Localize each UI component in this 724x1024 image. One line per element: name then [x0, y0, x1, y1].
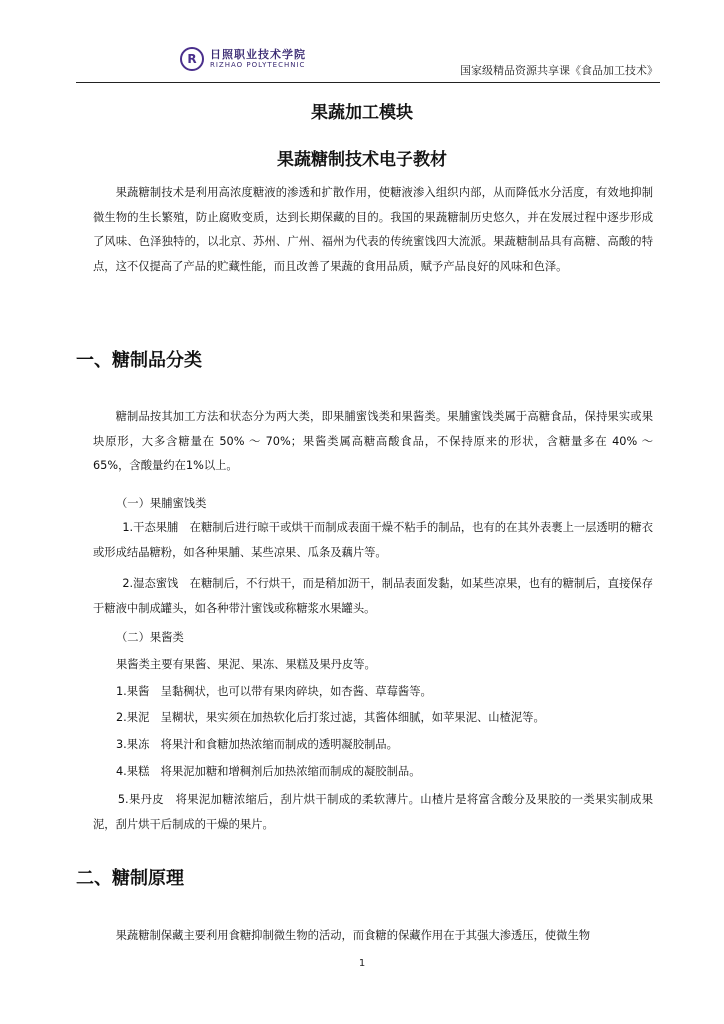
- jam-intro: 果酱类主要有果酱、果泥、果冻、果糕及果丹皮等。: [116, 658, 376, 671]
- section-heading-classification: 一、糖制品分类: [76, 350, 202, 371]
- document-title: 果蔬加工模块: [311, 103, 413, 123]
- school-logo: [180, 44, 306, 74]
- section-heading-principle: 二、糖制原理: [76, 868, 184, 889]
- jam-item-5: 5.果丹皮 将果泥加糖浓缩后，刮片烘干制成的柔软薄片。山楂片是将富含酸分及果胶的一类果实制成果泥，刮片烘干后制成的干燥的果片。: [93, 793, 653, 831]
- principle-paragraph: 果蔬糖制保藏主要利用食糖抑制微生物的活动，而食糖的保藏作用在于其强大渗透压，使微生物: [115, 929, 591, 942]
- item-dry-preserved-fruit: 1.干态果脯 在糖制后进行晾干或烘干而制成表面干燥不粘手的制品，也有的在其外表裹上一层透明的糖衣或形成结晶糖粉，如各种果脯、某些凉果、瓜条及藕片等。: [93, 521, 653, 559]
- jam-item-1: 1.果酱 呈黏稠状，也可以带有果肉碎块，如杏酱、草莓酱等。: [116, 685, 432, 698]
- logo-text: [210, 48, 306, 70]
- subheading-jam: （二）果酱类: [116, 631, 184, 644]
- item-wet-candied-fruit: 2.湿态蜜饯 在糖制后，不行烘干，而是稍加沥干，制品表面发黏，如某些凉果，也有的糖制后，直接保存于糖液中制成罐头，如各种带汁蜜饯或称糖浆水果罐头。: [93, 577, 653, 615]
- intro-paragraph: 果蔬糖制技术是利用高浓度糖液的渗透和扩散作用，使糖液渗入组织内部，从而降低水分活度，有效地抑制微生物的生长繁殖，防止腐败变质，达到长期保藏的目的。我国的果蔬糖制历史悠久，并在发展过程中逐步形成了风味、色泽独特的，以北京、苏州、广州、福州为代表的传统蜜饯四大流派。果蔬糖制品具有高糖、高酸的特点，这不仅提高了产品的贮藏性能，而且改善了果蔬的食用品质，赋予产品良好的风味和色泽。: [93, 186, 653, 273]
- document-subtitle: 果蔬糖制技术电子教材: [277, 150, 447, 170]
- page-number: 1: [358, 958, 366, 969]
- logo-chinese-name: 日照职业技术学院: [210, 48, 306, 61]
- page-header: [76, 40, 660, 83]
- jam-item-2: 2.果泥 呈糊状，果实须在加热软化后打浆过滤，其酱体细腻，如苹果泥、山楂泥等。: [116, 711, 545, 724]
- jam-item-3: 3.果冻 将果汁和食糖加热浓缩而制成的透明凝胶制品。: [116, 738, 398, 751]
- course-name: 国家级精品资源共享课《食品加工技术》: [460, 64, 658, 77]
- logo-english-name: RIZHAO POLYTECHNIC: [210, 61, 306, 69]
- subheading-preserved-fruit: （一）果脯蜜饯类: [116, 497, 207, 510]
- school-emblem-icon: R: [180, 47, 204, 71]
- classification-paragraph: 糖制品按其加工方法和状态分为两大类，即果脯蜜饯类和果酱类。果脯蜜饯类属于高糖食品，保持果实或果块原形，大多含糖量在 50% ～ 70%；果酱类属高糖高酸食品，不保持原来的形状，含糖量多在 40% ～ 65%，含酸量约在1%以上。: [93, 410, 653, 473]
- jam-item-4: 4.果糕 将果泥加糖和增稠剂后加热浓缩而制成的凝胶制品。: [116, 765, 421, 778]
